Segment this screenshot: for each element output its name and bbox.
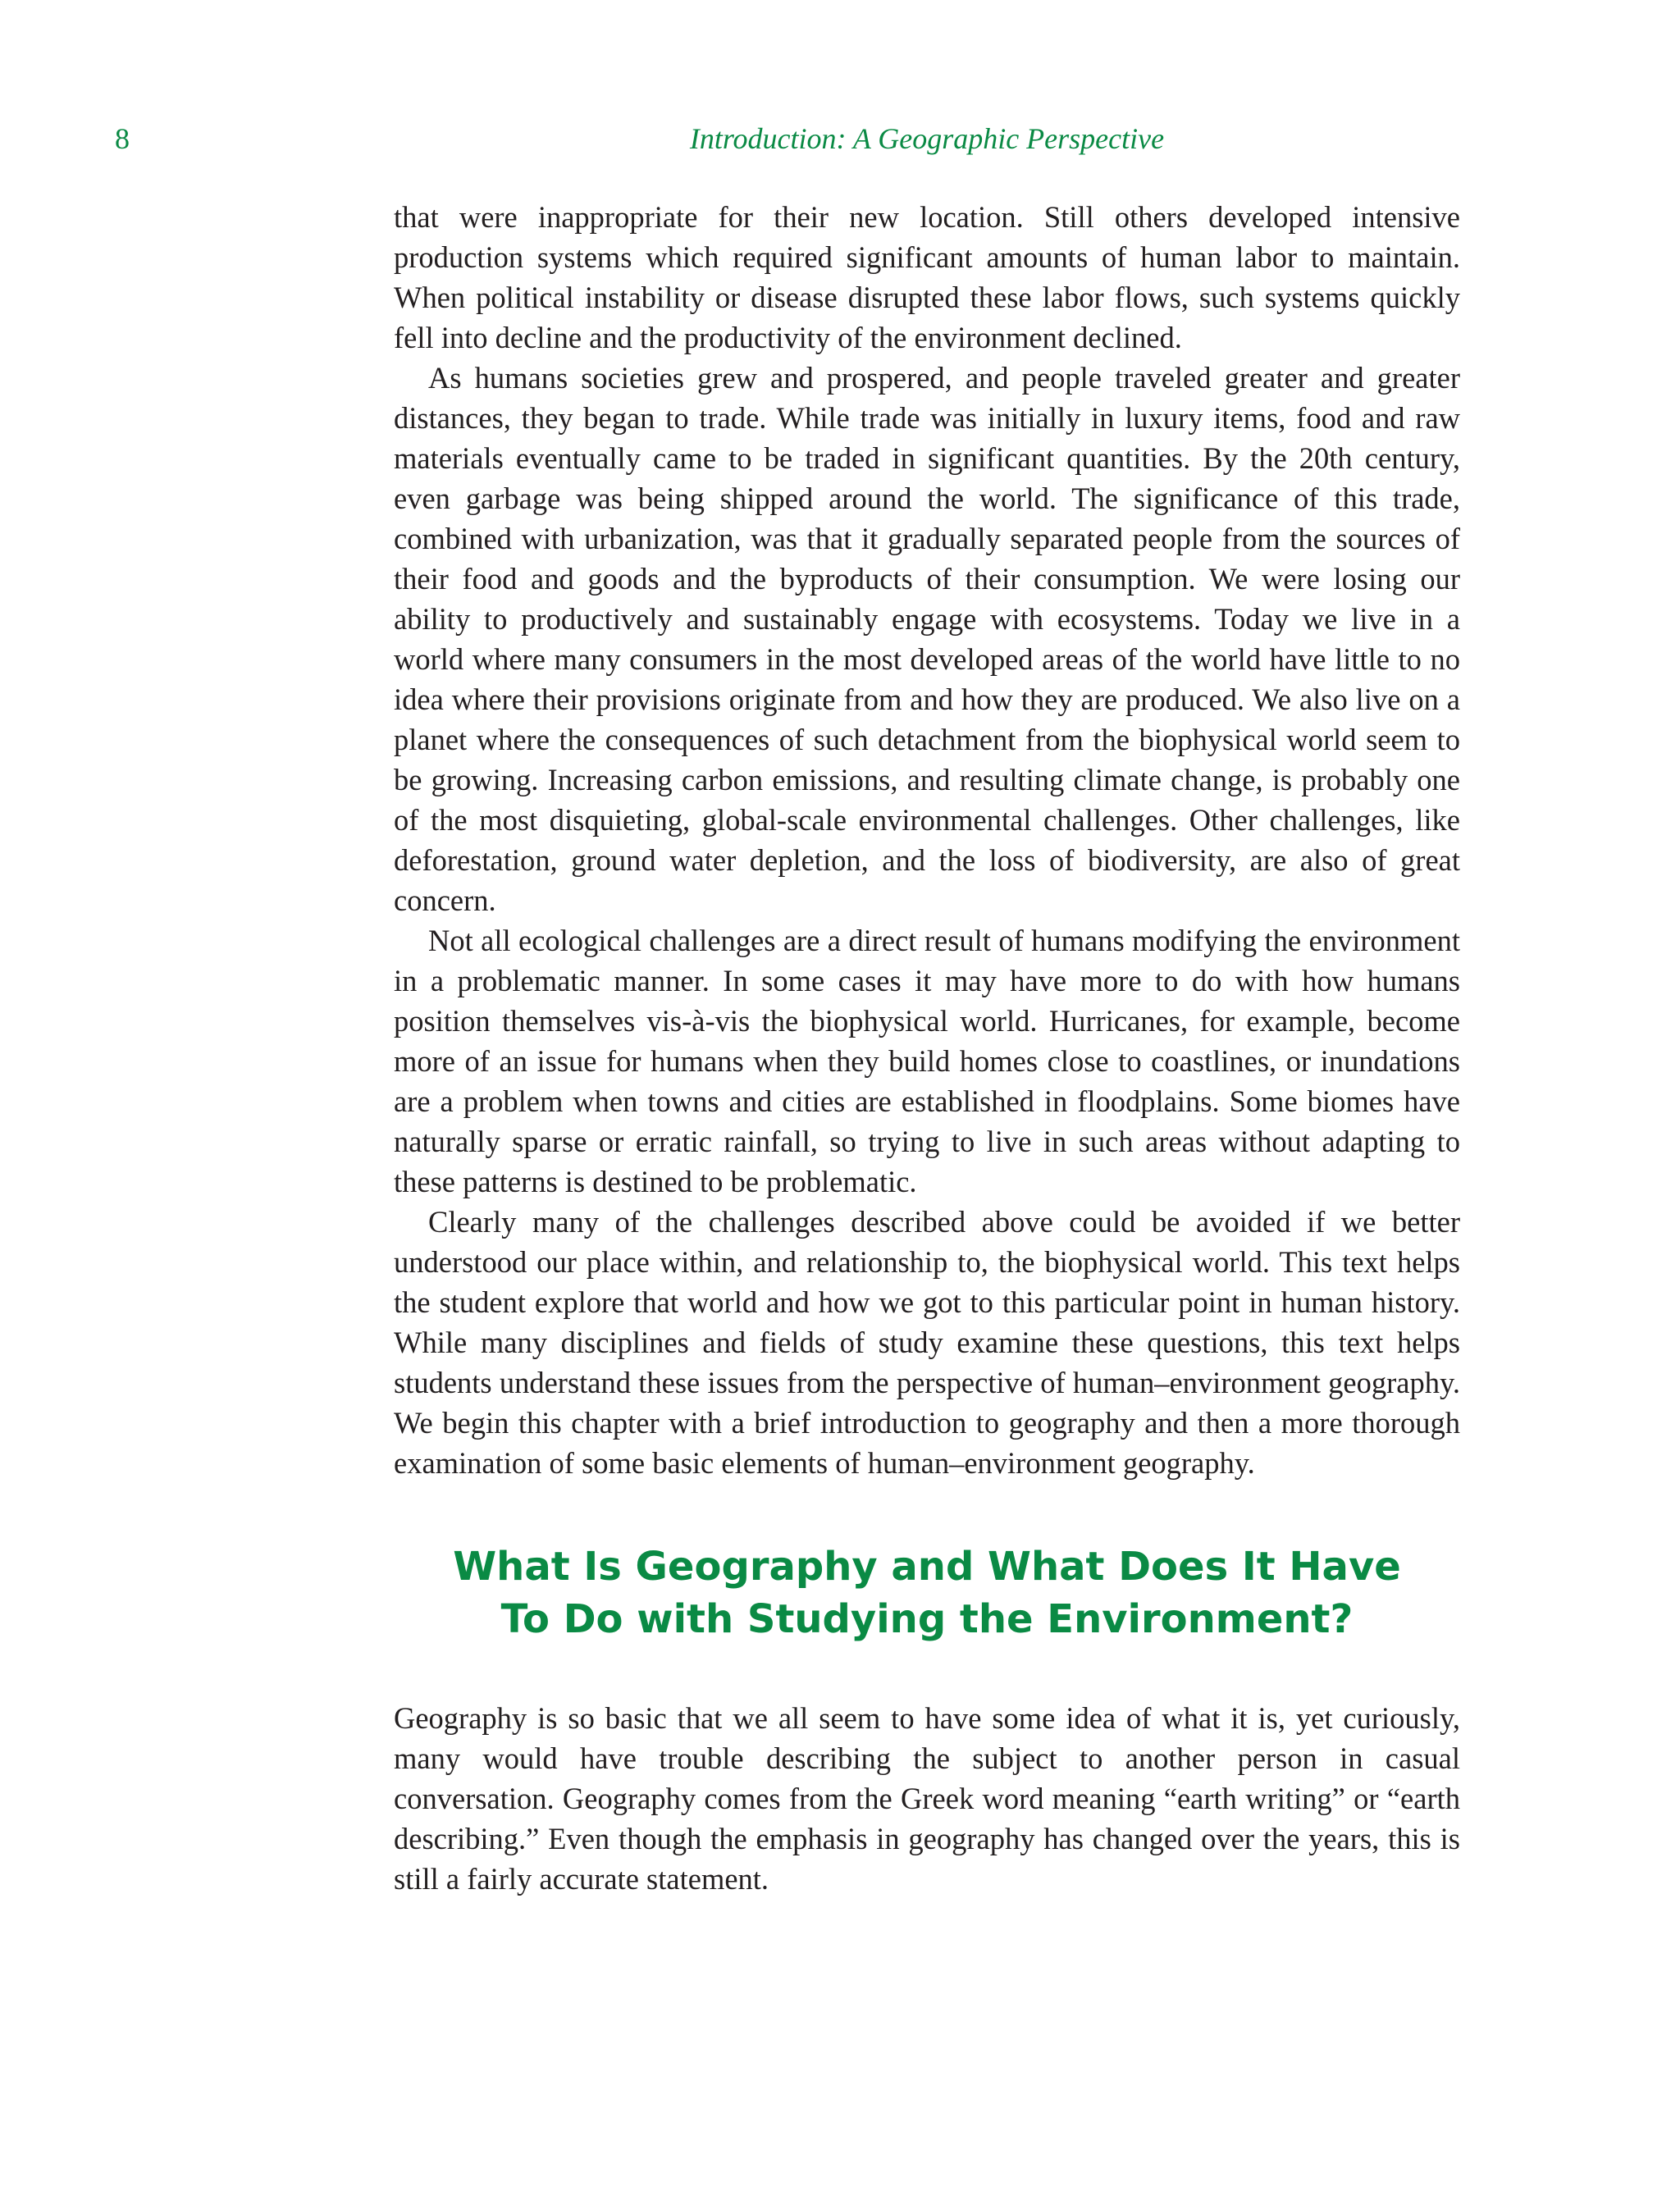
- paragraph-ecological-challenges: Not all ecological challenges are a direct result of humans modifying the environment in a problematic manner. In some cases it may have more to do with how humans position themselves vis-à-vis the biophysical world. Hurricanes, for example, become more of an issue for humans when they build homes close to coastlines, or inundations are a problem when towns and cities are established in floodplains. Some biomes have naturally sparse or erratic rainfall, so trying to live in such areas without adapting to these patterns is destined to be problematic.: [394, 924, 1460, 1198]
- paragraph-trade: As humans societies grew and prospered, and people traveled greater and greater distances, they began to trade. While trade was initially in luxury items, food and raw materials eventually came to be traded in significant quantities. By the 20th century, even garbage was being shipped around the world. The significance of this trade, combined with urbanization, was that it gradually separated people from the sources of their food and goods and the byproducts of their consumption. We were losing our ability to productively and sustainably engage with ecosystems. Today we live in a world where many consumers in the most developed areas of the world have little to no idea where their provisions originate from and how they are produced. We also live on a planet where the consequences of such detachment from the biophysical world seem to be growing. Increasing carbon emissions, and resulting climate change, is probably one of the most disquieting, global-scale environmental challenges. Other challenges, like deforestation, ground water depletion, and the loss of biodiversity, are also of great concern.: [394, 361, 1460, 917]
- paragraph-continuation: that were inappropriate for their new location. Still others developed intensive production systems which required significant amounts of human labor to maintain. When political instability or disease disrupted these labor flows, such systems quickly fell into decline and the productivity of the environment declined.: [394, 200, 1460, 354]
- paragraph-understanding: Clearly many of the challenges described above could be avoided if we better understood our place within, and relationship to, the biophysical world. This text helps the student explore that world and how we got to this particular point in human history. While many disciplines and fields of study examine these questions, this text helps students understand these issues from the perspective of human–environment geography. We begin this chapter with a brief introduction to geography and then a more thorough examination of some basic elements of human–environment geography.: [394, 1205, 1460, 1480]
- section-heading-line-2: To Do with Studying the Environment?: [500, 1596, 1354, 1642]
- section-heading: [394, 1540, 1460, 1645]
- running-head: Introduction: A Geographic Perspective: [689, 122, 1165, 155]
- body-text: [394, 197, 1460, 1899]
- section-heading-line-1: What Is Geography and What Does It Have: [453, 1544, 1401, 1590]
- paragraph-geography-definition: Geography is so basic that we all seem to have some idea of what it is, yet curiously, many would have trouble describing the subject to another person in casual conversation. Geography comes from the Greek word meaning “earth writing” or “earth describing.” Even though the emphasis in geography has changed over the years, this is still a fairly accurate statement.: [394, 1701, 1460, 1896]
- page-number: 8: [115, 122, 130, 155]
